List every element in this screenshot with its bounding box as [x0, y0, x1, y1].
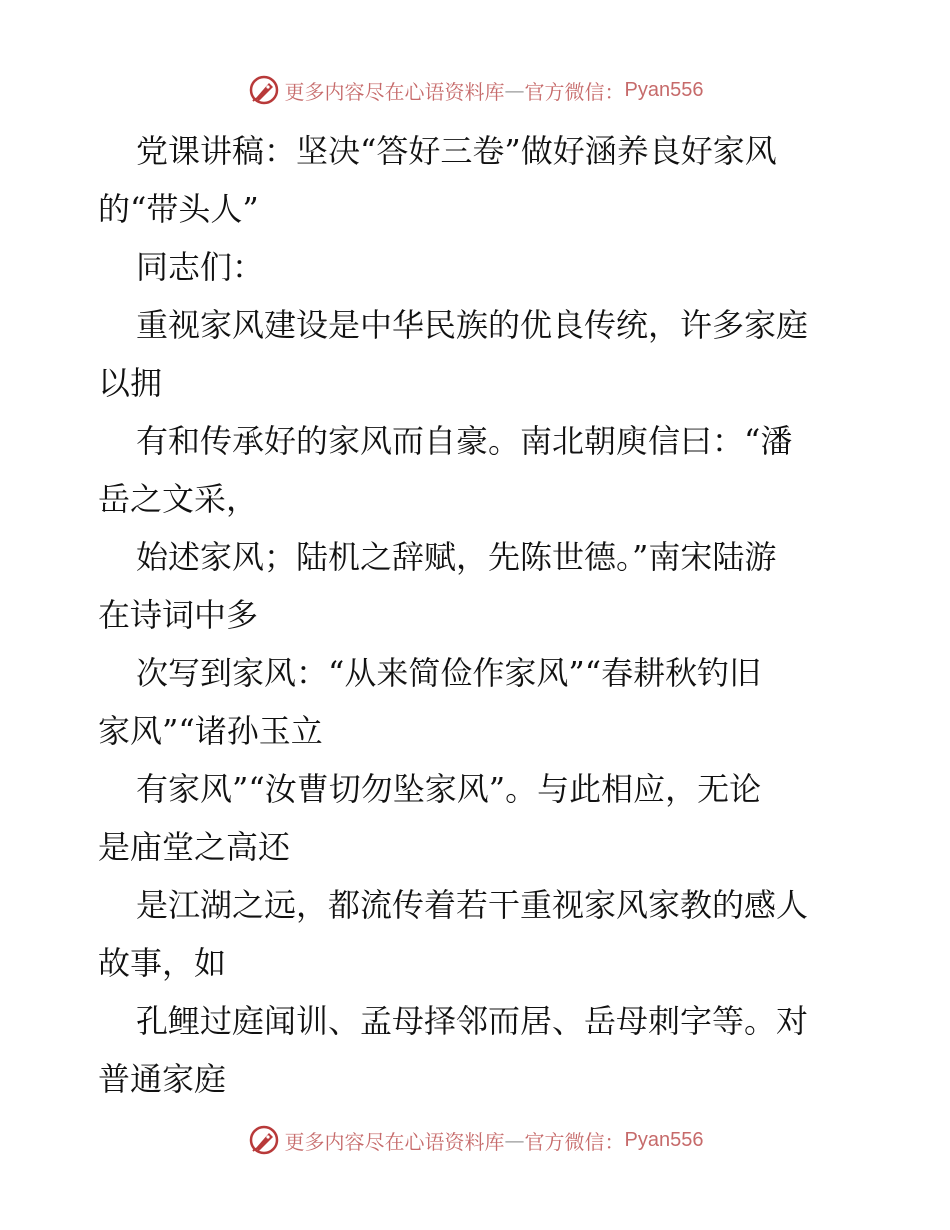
salutation: 同志们：: [136, 248, 265, 286]
paragraph-line: 始述家风；陆机之辞赋，先陈世德。”南宋陆游: [136, 538, 777, 576]
paragraph-line: 以拥: [98, 364, 163, 402]
paragraph-line: 故事，如: [98, 944, 227, 982]
header-banner-separator: —: [504, 78, 525, 102]
pen-nib-logo-icon: [247, 1123, 281, 1157]
paragraph-line: 有家风”“汝曹切勿坠家风”。与此相应，无论: [136, 770, 762, 808]
paragraph-line: 孔鲤过庭闻训、孟母择邻而居、岳母刺字等。对: [136, 1002, 809, 1040]
paragraph-line: 有和传承好的家风而自豪。南北朝庾信曰：“潘: [136, 422, 793, 460]
footer-banner-separator: —: [504, 1128, 525, 1152]
title-line-1: 党课讲稿：坚决“答好三卷”做好涵养良好家风: [136, 132, 777, 170]
footer-banner: [0, 1120, 950, 1160]
paragraph-line: 普通家庭: [98, 1060, 227, 1098]
paragraph-line: 次写到家风：“从来简俭作家风”“春耕秋钓旧: [136, 654, 762, 692]
footer-banner-wechat-id: Pyan556: [624, 1128, 704, 1151]
header-banner-text: 更多内容尽在心语资料库: [284, 79, 505, 104]
paragraph-line: 家风”“诸孙玉立: [98, 712, 323, 750]
title-line-2: 的“带头人”: [98, 190, 259, 228]
header-banner-wechat-id: Pyan556: [624, 78, 704, 101]
paragraph-line: 是庙堂之高还: [98, 828, 291, 866]
footer-banner-label: 官方微信：: [524, 1129, 625, 1154]
document-body: [98, 122, 858, 1108]
paragraph-line: 重视家风建设是中华民族的优良传统，许多家庭: [136, 306, 809, 344]
paragraph-line: 是江湖之远，都流传着若干重视家风家教的感人: [136, 886, 809, 924]
header-banner: [0, 70, 950, 110]
pen-nib-logo-icon: [247, 73, 281, 107]
paragraph-line: 岳之文采，: [98, 480, 259, 518]
header-banner-label: 官方微信：: [524, 79, 625, 104]
footer-banner-text: 更多内容尽在心语资料库: [284, 1129, 505, 1154]
paragraph-line: 在诗词中多: [98, 596, 259, 634]
